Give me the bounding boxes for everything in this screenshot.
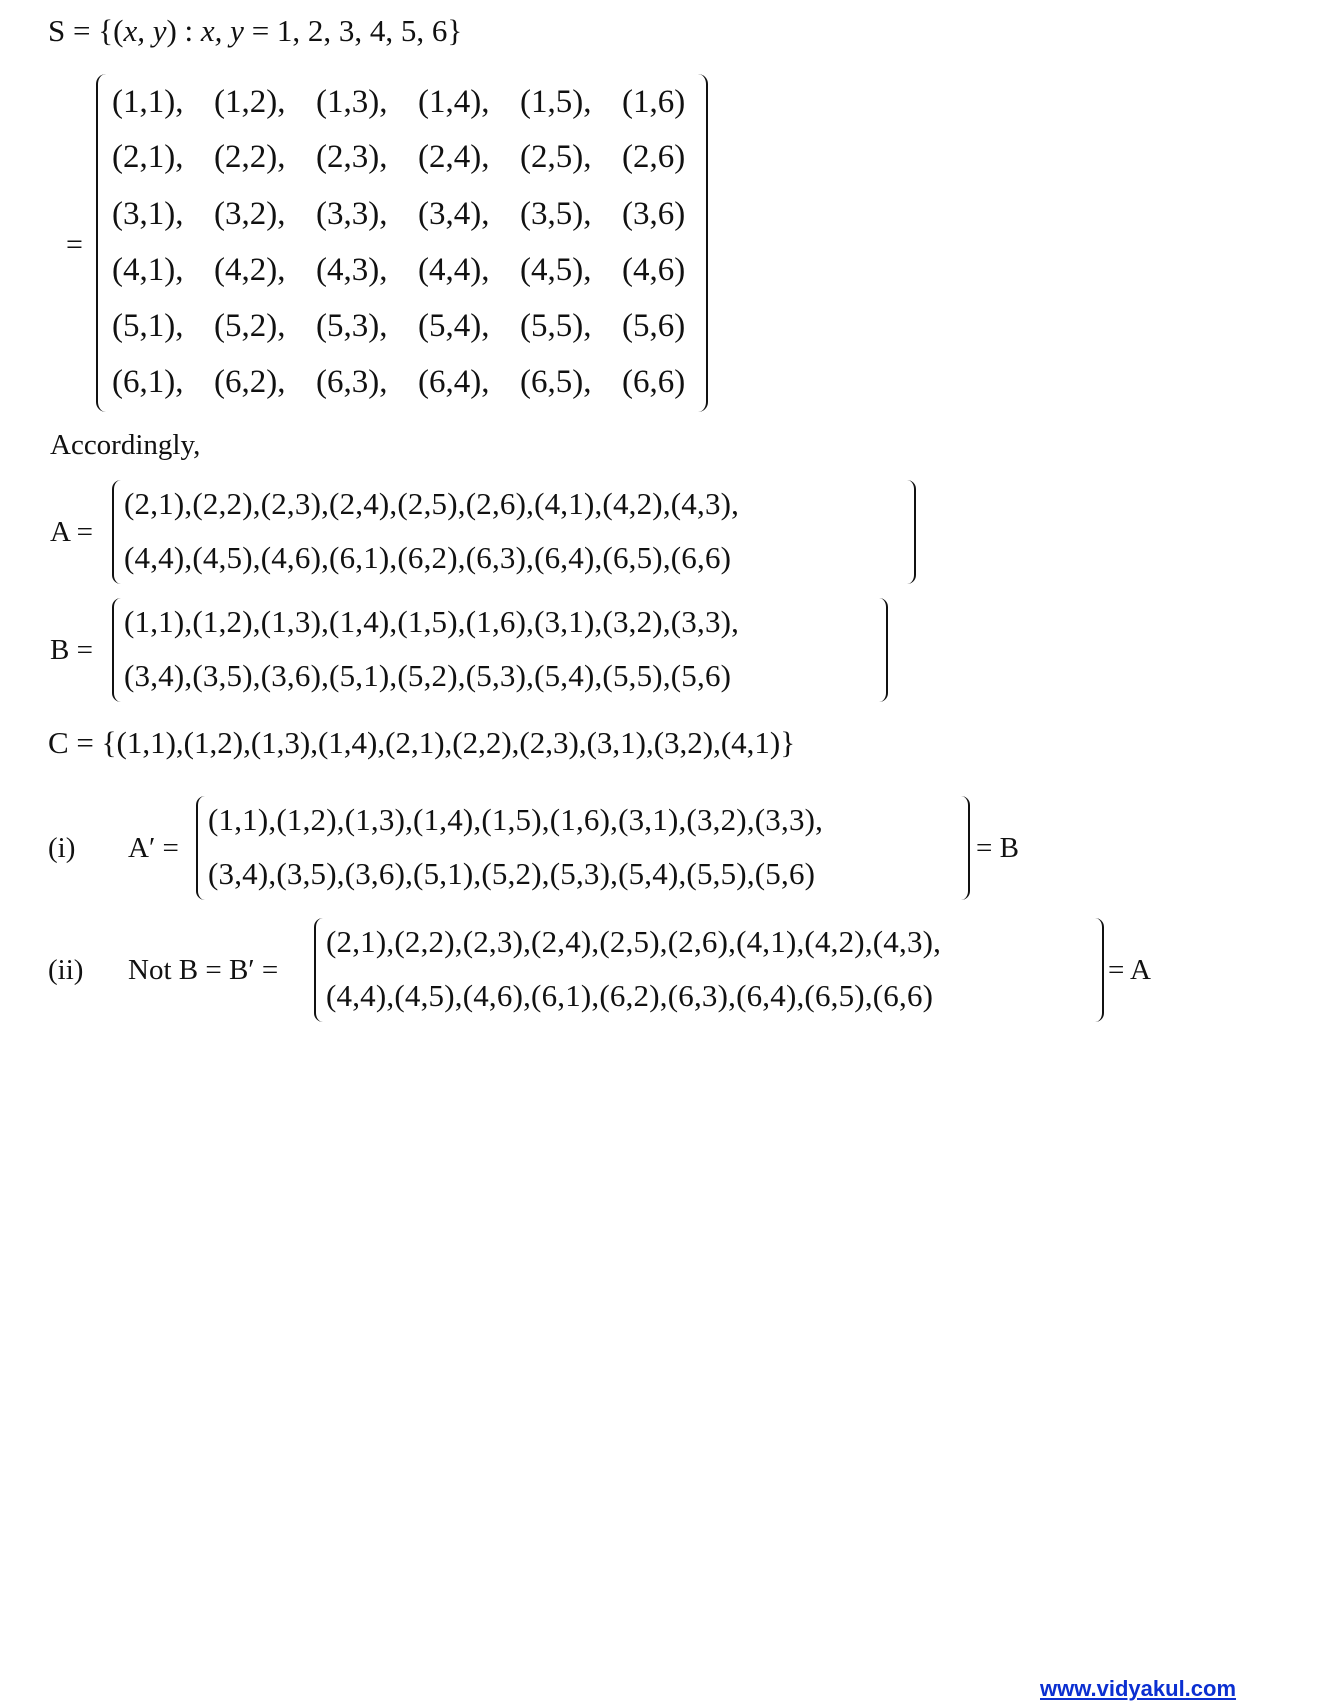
matrix-cell: (4,4), [418,252,490,288]
matrix-cell: (6,6) [622,364,686,400]
matrix-row [112,137,724,177]
matrix-cell: (4,6) [622,252,686,288]
part-i-row-2: (3,4),(3,5),(3,6),(5,1),(5,2),(5,3),(5,4),(5,5),(5,6) [208,856,816,891]
matrix-cell: (3,5), [520,196,592,232]
part-i-number: (i) [48,832,76,864]
matrix-cell: (5,1), [112,308,184,344]
matrix-cell: (1,4), [418,84,490,120]
accordingly-text: Accordingly, [50,429,201,461]
definition-suffix: = 1, 2, 3, 4, 5, 6} [243,13,463,48]
matrix-cell: (6,4), [418,364,490,400]
matrix-cell: (5,3), [316,308,388,344]
matrix-cell: (4,1), [112,252,184,288]
matrix-row [112,194,724,234]
matrix-cell: (5,5), [520,308,592,344]
matrix-cell: (5,6) [622,308,686,344]
part-i-label: A′ = [128,832,179,864]
matrix-cell: (1,2), [214,84,286,120]
definition-vars-2: x, y [200,13,244,48]
set-a-row-2: (4,4),(4,5),(4,6),(6,1),(6,2),(6,3),(6,4),(6,5),(6,6) [124,540,732,575]
part-i-result: = B [976,832,1019,864]
matrix-cell: (6,1), [112,364,184,400]
sample-space-matrix [96,74,708,412]
matrix-cell: (2,1), [112,139,184,175]
definition-vars: x, y [123,13,167,48]
matrix-cell: (6,2), [214,364,286,400]
set-b-row-1: (1,1),(1,2),(1,3),(1,4),(1,5),(1,6),(3,1),(3,2),(3,3), [124,604,740,639]
matrix-row [112,306,724,346]
part-ii-number: (ii) [48,954,84,986]
set-a-brace [112,480,916,584]
matrix-cell: (3,4), [418,196,490,232]
matrix-cell: (5,2), [214,308,286,344]
matrix-cell: (2,5), [520,139,592,175]
set-a-row-1: (2,1),(2,2),(2,3),(2,4),(2,5),(2,6),(4,1),(4,2),(4,3), [124,486,740,521]
part-ii-row-2: (4,4),(4,5),(4,6),(6,1),(6,2),(6,3),(6,4),(6,5),(6,6) [326,978,934,1013]
matrix-cell: (2,6) [622,139,686,175]
set-c-definition: C = {(1,1),(1,2),(1,3),(1,4),(2,1),(2,2),(2,3),(3,1),(3,2),(4,1)} [48,725,796,760]
matrix-row [112,362,724,402]
matrix-cell: (1,3), [316,84,388,120]
matrix-cell: (6,3), [316,364,388,400]
matrix-cell: (2,4), [418,139,490,175]
matrix-cell: (3,2), [214,196,286,232]
definition-prefix: S = {( [48,13,124,48]
part-ii-label: Not B = B′ = [128,954,279,986]
matrix-cell: (6,5), [520,364,592,400]
matrix-equals-sign: = [66,228,83,261]
sample-space-definition [48,14,462,48]
part-ii-brace [314,918,1104,1022]
matrix-cell: (2,3), [316,139,388,175]
matrix-cell: (4,5), [520,252,592,288]
matrix-cell: (2,2), [214,139,286,175]
matrix-cell: (3,1), [112,196,184,232]
part-ii-row-1: (2,1),(2,2),(2,3),(2,4),(2,5),(2,6),(4,1),(4,2),(4,3), [326,924,942,959]
matrix-row [112,82,724,122]
matrix-cell: (3,3), [316,196,388,232]
vidyakul-link[interactable]: www.vidyakul.com [1040,1676,1237,1701]
matrix-cell: (5,4), [418,308,490,344]
matrix-cell: (1,1), [112,84,184,120]
set-b-brace [112,598,888,702]
matrix-row [112,250,724,290]
set-a-label: A = [50,516,93,548]
part-ii-result: = A [1108,954,1151,986]
matrix-cell: (4,2), [214,252,286,288]
definition-mid: ) : [166,13,201,48]
matrix-cell: (3,6) [622,196,686,232]
part-i-brace [196,796,970,900]
matrix-cell: (4,3), [316,252,388,288]
set-b-label: B = [50,634,93,666]
part-i-row-1: (1,1),(1,2),(1,3),(1,4),(1,5),(1,6),(3,1),(3,2),(3,3), [208,802,824,837]
set-b-row-2: (3,4),(3,5),(3,6),(5,1),(5,2),(5,3),(5,4),(5,5),(5,6) [124,658,732,693]
matrix-cell: (1,5), [520,84,592,120]
matrix-cell: (1,6) [622,84,686,120]
